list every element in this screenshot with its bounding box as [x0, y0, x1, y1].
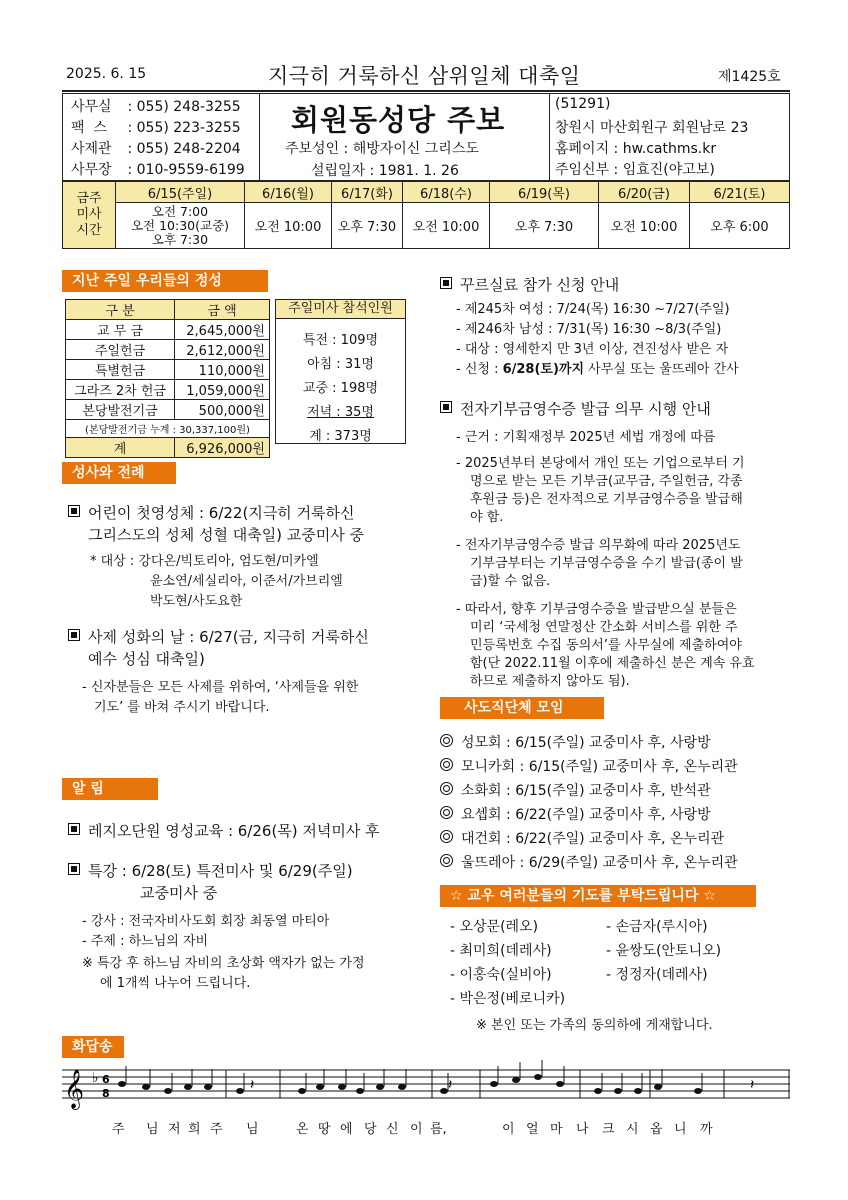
- group-meeting-text: 성모회 : 6/15(주일) 교중미사 후, 사랑방: [461, 735, 711, 751]
- lyric-syllable: 에: [340, 1122, 353, 1137]
- masthead: [62, 93, 790, 181]
- note-head: [204, 1084, 212, 1090]
- double-circle-icon: [440, 854, 453, 867]
- lecture-topic: - 주제 : 하느님의 자비: [82, 934, 209, 949]
- receipt-line: 명으로 받는 모든 기부금(교무금, 주일헌금, 각종: [470, 474, 743, 489]
- header-rule: [62, 90, 790, 92]
- col-category: 구 분: [66, 300, 175, 320]
- notices-heading: 알 림: [62, 778, 158, 800]
- prayer-name: - 이홍숙(실비아): [450, 967, 552, 983]
- offering-category: 교 무 금: [66, 320, 175, 340]
- contact-sep: :: [123, 162, 137, 178]
- issue-date: 2025. 6. 15: [66, 66, 147, 82]
- note-head: [490, 1081, 498, 1087]
- cursillo-line: - 제245차 여성 : 7/24(목) 16:30 ~7/27(주일): [456, 302, 730, 317]
- lyric-syllable: 얼: [526, 1122, 539, 1137]
- lyric-syllable: 니: [674, 1122, 687, 1137]
- cursillo-line: - 대상 : 영세한지 만 3년 이상, 견진성사 받은 자: [456, 342, 729, 357]
- priest-day-note: 기도’ 를 바쳐 주시기 바랍니다.: [94, 700, 270, 715]
- lyric-syllable: 당: [364, 1122, 377, 1137]
- offering-category: 본당발전기금: [66, 400, 175, 420]
- note-head: [512, 1077, 520, 1083]
- lyric-syllable: 신: [386, 1122, 399, 1137]
- mass-schedule-label-text: 금주 미사 시간: [76, 191, 102, 238]
- mass-time: 오전 10:00: [599, 203, 690, 249]
- note-head: [634, 1088, 642, 1094]
- attendance-line: 계 : 373명: [309, 429, 372, 444]
- rest-icon: 𝄽: [448, 1077, 453, 1093]
- priest-day-title-cont: 예수 성심 대축일): [88, 650, 205, 668]
- lyric-syllable: 주: [210, 1122, 223, 1137]
- first-communion-title: 어린이 첫영성체 : 6/22(지극히 거룩하신: [68, 502, 355, 523]
- psalm-staff: [62, 1060, 790, 1116]
- receipt-line: - 따라서, 향후 기부금영수증을 발급받으실 분들은: [456, 602, 737, 617]
- rest-icon: 𝄽: [250, 1077, 255, 1093]
- group-meeting-text: 요셉회 : 6/22(주일) 교중미사 후, 사랑방: [461, 807, 711, 823]
- contact-sep: :: [123, 99, 137, 115]
- prayer-name: - 윤쌍도(안토니오): [606, 943, 722, 959]
- group-meeting-text: 모니카회 : 6/15(주일) 교중미사 후, 온누리관: [461, 759, 738, 775]
- mass-schedule-label: [63, 182, 116, 249]
- lecture-speaker: - 강사 : 전국자비사도회 회장 최동열 마티아: [82, 914, 330, 929]
- attendance-line: 교중 : 198명: [302, 381, 379, 396]
- note-head: [118, 1081, 126, 1087]
- lyric-syllable: 희: [188, 1122, 201, 1137]
- mass-time: 오후 7:30: [490, 203, 599, 249]
- lyric-syllable: 땅: [318, 1122, 331, 1137]
- note-head: [694, 1088, 702, 1094]
- prayer-heading: ☆ 교우 여러분들의 기도를 부탁드립니다 ☆: [440, 885, 756, 907]
- contact-sep: :: [123, 120, 137, 136]
- mass-time: 오전 10:00: [403, 203, 490, 249]
- note-head: [594, 1088, 602, 1094]
- offering-category: 그라즈 2차 헌금: [66, 380, 175, 400]
- mass-day: 6/17(화): [332, 182, 403, 203]
- group-meeting-text: 소화회 : 6/15(주일) 교중미사 후, 반석관: [461, 783, 711, 799]
- lyric-syllable: 크: [602, 1122, 615, 1137]
- patron-saint: 주보성인 : 해방자이신 그리스도: [285, 141, 479, 157]
- mass-day: 6/20(금): [599, 182, 690, 203]
- contact-label: 사무장: [71, 162, 112, 178]
- total-label: 계: [66, 438, 175, 458]
- priest-day-title: 사제 성화의 날 : 6/27(금, 지극히 거룩하신: [68, 626, 369, 647]
- offering-row: [66, 340, 270, 360]
- address: 창원시 마산회원구 회원남로 23: [555, 120, 749, 136]
- lecture-note: ※ 특강 후 하느님 자비의 초상화 액자가 없는 가정: [82, 956, 365, 971]
- pastor: 주임신부 : 임효진(야고보): [555, 162, 715, 178]
- square-bullet-icon: [440, 401, 452, 413]
- offering-amount: 500,000원: [175, 400, 270, 420]
- group-meeting-text: 울뜨레아 : 6/29(주일) 교중미사 후, 온누리관: [461, 855, 738, 871]
- first-communion-line: 박도현/사도요한: [150, 594, 243, 609]
- double-circle-icon: [440, 758, 453, 771]
- note-head: [142, 1084, 150, 1090]
- legio-notice: 레지오단원 영성교육 : 6/26(목) 저녁미사 후: [68, 820, 380, 841]
- contact-value: 010-9559-6199: [136, 162, 245, 178]
- note-head: [440, 1088, 448, 1094]
- mass-time: 오전 7:00 오전 10:30(교중) 오후 7:30: [116, 203, 245, 249]
- offering-row: [66, 360, 270, 380]
- offering-row: [66, 320, 270, 340]
- lyric-syllable: 님: [246, 1122, 259, 1137]
- prayer-name: - 박은정(베로니카): [450, 991, 566, 1007]
- cursillo-apply: - 신청 : 6/28(토)까지 사무실 또는 울뜨레아 간사: [456, 362, 739, 377]
- contact-row: [71, 159, 245, 179]
- note-head: [236, 1088, 244, 1094]
- note-head: [534, 1074, 542, 1080]
- cursillo-line: - 제246차 남성 : 7/31(목) 16:30 ~8/3(주일): [456, 322, 722, 337]
- first-communion-title-cont: 그리스도의 성체 성혈 대축일) 교중미사 중: [88, 526, 365, 544]
- square-bullet-icon: [68, 505, 80, 517]
- note-head: [184, 1084, 192, 1090]
- double-circle-icon: [440, 830, 453, 843]
- receipt-line: 급)할 수 없음.: [470, 574, 551, 589]
- offering-amount: 2,645,000원: [175, 320, 270, 340]
- priest-day-note: - 신자분들은 모든 사제를 위하여, ‘사제들을 위한: [82, 680, 359, 695]
- receipt-line: 하므로 제출하지 않아도 됨).: [470, 674, 630, 689]
- prayer-name: - 오상문(레오): [450, 919, 539, 935]
- first-communion-line: * 대상 : 강다온/빅토리아, 엄도현/미카엘: [90, 554, 319, 569]
- group-meeting-text: 대건회 : 6/22(주일) 교중미사 후, 온누리관: [461, 831, 725, 847]
- staff-lines: [62, 1070, 790, 1098]
- double-circle-icon: [440, 806, 453, 819]
- contact-sep: :: [123, 141, 137, 157]
- offering-category: 주일헌금: [66, 340, 175, 360]
- offering-category: 특별헌금: [66, 360, 175, 380]
- first-communion-line: 윤소연/세실리아, 이준서/가브리엘: [150, 574, 343, 589]
- total-amount: 6,926,000원: [175, 438, 270, 458]
- lecture-notice: 특강 : 6/28(토) 특전미사 및 6/29(주일): [68, 860, 353, 881]
- contact-row: [71, 138, 241, 158]
- offering-amount: 2,612,000원: [175, 340, 270, 360]
- contact-row: [71, 96, 241, 116]
- lyric-syllable: 나: [576, 1122, 589, 1137]
- lyric-syllable: 님: [146, 1122, 159, 1137]
- note-head: [338, 1084, 346, 1090]
- homepage[interactable]: 홈페이지 : hw.cathms.kr: [555, 141, 717, 157]
- note-head: [654, 1084, 662, 1090]
- mass-time: 오후 6:00: [690, 203, 790, 249]
- lyric-syllable: 시: [626, 1122, 639, 1137]
- psalm-heading: 화답송: [62, 1036, 124, 1058]
- sacraments-heading: 성사와 전례: [62, 462, 176, 484]
- receipt-line: 야 함.: [470, 510, 504, 525]
- mass-schedule: [62, 181, 790, 249]
- contact-label: 사무실: [71, 99, 112, 115]
- receipt-line: 민등록번호 수집 동의서’를 사무실에 제출하여야: [470, 638, 742, 653]
- note-head: [356, 1088, 364, 1094]
- offerings-heading: 지난 주일 우리들의 정성: [62, 270, 268, 292]
- note-head: [556, 1081, 564, 1087]
- time-signature: 8: [102, 1087, 110, 1100]
- square-bullet-icon: [68, 863, 80, 875]
- lyric-syllable: 까: [700, 1122, 713, 1137]
- lyric-syllable: 름,: [430, 1122, 447, 1137]
- lyric-syllable: 저: [168, 1122, 181, 1137]
- offerings-table: [65, 299, 270, 458]
- lyric-syllable: 이: [502, 1122, 515, 1137]
- square-bullet-icon: [440, 277, 452, 289]
- square-bullet-icon: [68, 823, 80, 835]
- lyric-syllable: 옵: [650, 1122, 663, 1137]
- receipt-line: 기부금부터는 기부금영수증을 수기 발급(종이 발: [470, 556, 743, 571]
- attendance-box: [275, 299, 406, 444]
- contact-label: 팩 스: [71, 120, 107, 136]
- mass-day: 6/19(목): [490, 182, 599, 203]
- receipt-basis: - 근거 : 기획재정부 2025년 세법 개정에 따름: [456, 430, 716, 445]
- rest-icon: 𝄽: [750, 1077, 755, 1093]
- prayer-name: - 정정자(데레사): [606, 967, 708, 983]
- note-head: [376, 1084, 384, 1090]
- fund-total-note: (본당발전기금 누계 : 30,337,100원): [66, 420, 270, 438]
- attendance-line: 아침 : 31명: [307, 357, 374, 372]
- lecture-note: 에 1개씩 나누어 드립니다.: [100, 976, 251, 991]
- lyric-syllable: 이: [410, 1122, 423, 1137]
- lyric-syllable: 온: [296, 1122, 309, 1137]
- time-signature: 6: [102, 1073, 110, 1086]
- note-head: [614, 1088, 622, 1094]
- cursillo-title: 꾸르실료 참가 신청 안내: [440, 274, 619, 295]
- receipt-title: 전자기부금영수증 발급 의무 시행 안내: [440, 398, 711, 419]
- group-meeting: [440, 828, 724, 848]
- contact-label: 사제관: [71, 141, 112, 157]
- mass-day: 6/21(토): [690, 182, 790, 203]
- group-meeting: [440, 780, 711, 800]
- feast-title: 지극히 거룩하신 삼위일체 대축일: [268, 64, 581, 88]
- note-head: [164, 1088, 172, 1094]
- lecture-notice-cont: 교중미사 중: [140, 884, 218, 902]
- mass-day: 6/18(수): [403, 182, 490, 203]
- attendance-title: 주일미사 참석인원: [276, 300, 405, 319]
- receipt-line: 함(단 2022.11월 이후에 제출하신 분은 계속 유효: [470, 656, 755, 671]
- postcode: (51291): [555, 96, 611, 112]
- attendance-line: 특전 : 109명: [302, 333, 379, 348]
- parish-name: 회원동성당 주보: [291, 103, 506, 137]
- col-amount: 금 액: [175, 300, 270, 320]
- founded-date: 설립일자 : 1981. 1. 26: [311, 163, 459, 179]
- prayer-name: - 최미희(데레사): [450, 943, 552, 959]
- contact-value: 055) 248-3255: [136, 99, 241, 115]
- double-circle-icon: [440, 782, 453, 795]
- offering-amount: 1,059,000원: [175, 380, 270, 400]
- receipt-line: - 2025년부터 본당에서 개인 또는 기업으로부터 기: [456, 456, 745, 471]
- note-head: [398, 1084, 406, 1090]
- mass-time: 오후 7:30: [332, 203, 403, 249]
- group-meeting: [440, 732, 711, 752]
- offering-row: [66, 380, 270, 400]
- contact-row: [71, 117, 241, 137]
- prayer-name: - 손금자(루시아): [606, 919, 708, 935]
- receipt-line: 미리 ‘국세청 연말정산 간소화 서비스를 위한 주: [470, 620, 738, 635]
- mass-day: 6/15(주일): [116, 182, 245, 203]
- note-head: [316, 1084, 324, 1090]
- contact-value: 055) 248-2204: [136, 141, 241, 157]
- lyric-syllable: 마: [550, 1122, 563, 1137]
- double-circle-icon: [440, 734, 453, 747]
- attendance-line: 저녁 : 35명: [307, 405, 374, 420]
- flat-icon: ♭: [92, 1070, 99, 1086]
- prayer-consent-note: ※ 본인 또는 가족의 동의하에 게재합니다.: [476, 1018, 713, 1033]
- contact-value: 055) 223-3255: [136, 120, 241, 136]
- treble-clef-icon: 𝄞: [64, 1069, 85, 1109]
- lyric-syllable: 주: [112, 1122, 125, 1137]
- square-bullet-icon: [68, 629, 80, 641]
- group-meeting: [440, 756, 738, 776]
- mass-day: 6/16(월): [245, 182, 332, 203]
- offering-amount: 110,000원: [175, 360, 270, 380]
- issue-number: 제1425호: [718, 69, 781, 85]
- note-head: [298, 1088, 306, 1094]
- receipt-line: - 전자기부금영수증 발급 의무화에 따라 2025년도: [456, 538, 741, 553]
- offering-row: [66, 400, 270, 420]
- mass-time: 오전 10:00: [245, 203, 332, 249]
- receipt-line: 후원금 등)은 전자적으로 기부금영수증을 발급해: [470, 492, 743, 507]
- group-meeting: [440, 852, 738, 872]
- group-meeting: [440, 804, 711, 824]
- groups-heading: 사도직단체 모임: [440, 697, 604, 719]
